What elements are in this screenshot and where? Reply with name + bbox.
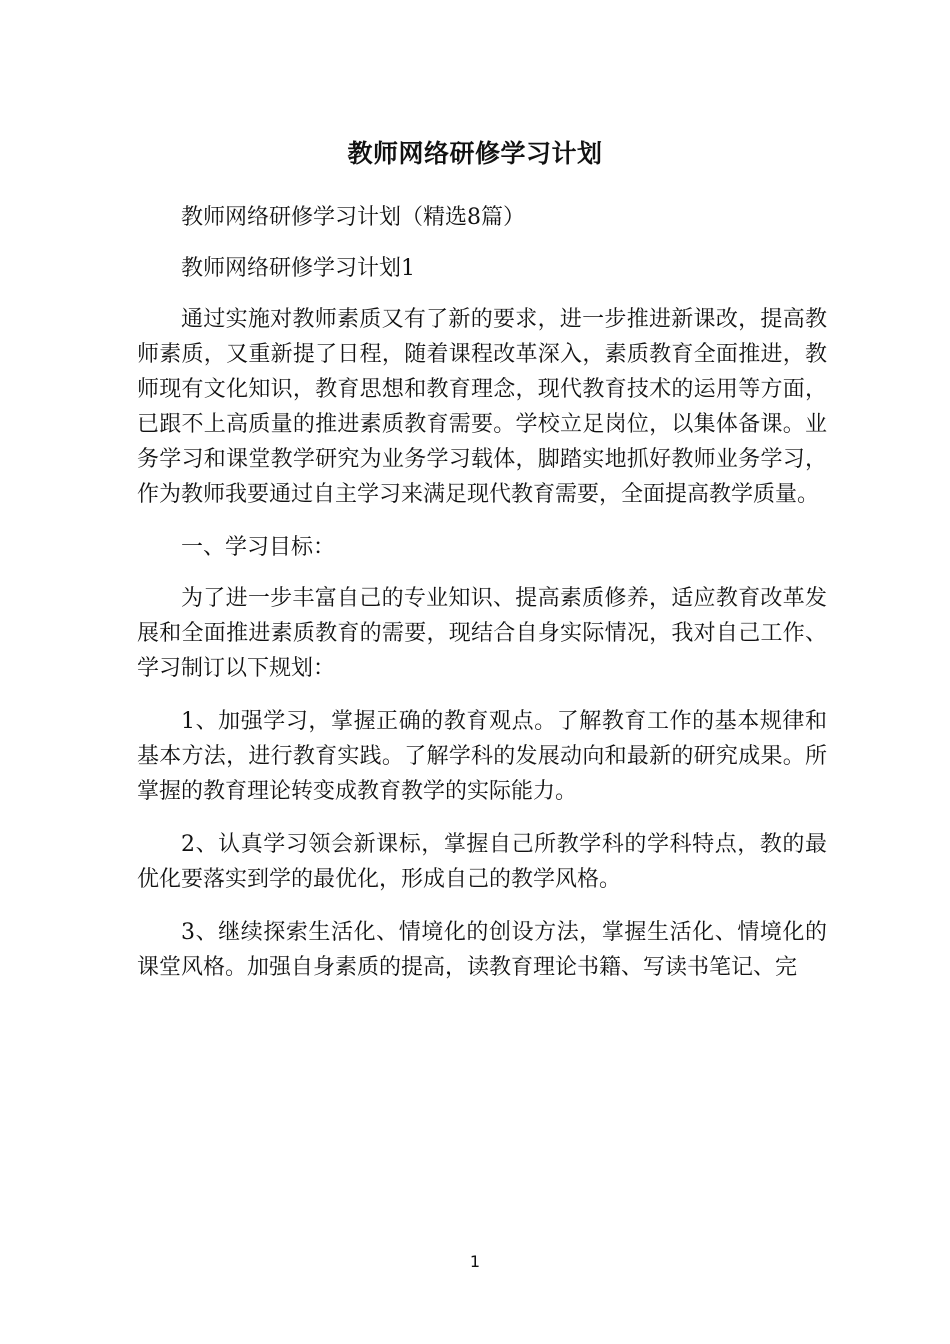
page-number: 1 (469, 1252, 481, 1271)
subtitle-paragraph: 教师网络研修学习计划（精选8篇） (181, 205, 525, 230)
item-2-paragraph: 2、认真学习领会新课标，掌握自己所教学科的学科特点，教的最优化要落实到学的最优化，形成自己的教学风格。 (137, 832, 827, 892)
document-body (137, 200, 827, 1003)
item-3-paragraph: 3、继续探索生活化、情境化的创设方法，掌握生活化、情境化的课堂风格。加强自身素质的提高，读教育理论书籍、写读书笔记、完 (137, 920, 827, 980)
item-1-paragraph: 1、加强学习，掌握正确的教育观点。了解教育工作的基本规律和基本方法，进行教育实践。了解学科的发展动向和最新的研究成果。所掌握的教育理论转变成教育教学的实际能力。 (137, 709, 827, 804)
section-heading-1: 教师网络研修学习计划1 (181, 256, 415, 281)
intro-paragraph: 通过实施对教师素质又有了新的要求，进一步推进新课改，提高教师素质，又重新提了日程，随着课程改革深入，素质教育全面推进，教师现有文化知识，教育思想和教育理念，现代教育技术的运用等方面，已跟不上高质量的推进素质教育需要。学校立足岗位，以集体备课。业务学习和课堂教学研究为业务学习载体，脚踏实地抓好教师业务学习，作为教师我要通过自主学习来满足现代教育需要，全面提高教学质量。 (137, 307, 827, 507)
document-title: 教师网络研修学习计划 (347, 139, 603, 168)
goals-paragraph: 为了进一步丰富自己的专业知识、提高素质修养，适应教育改革发展和全面推进素质教育的需要，现结合自身实际情况，我对自己工作、学习制订以下规划： (137, 586, 827, 681)
learning-goals-heading: 一、学习目标： (181, 535, 336, 560)
